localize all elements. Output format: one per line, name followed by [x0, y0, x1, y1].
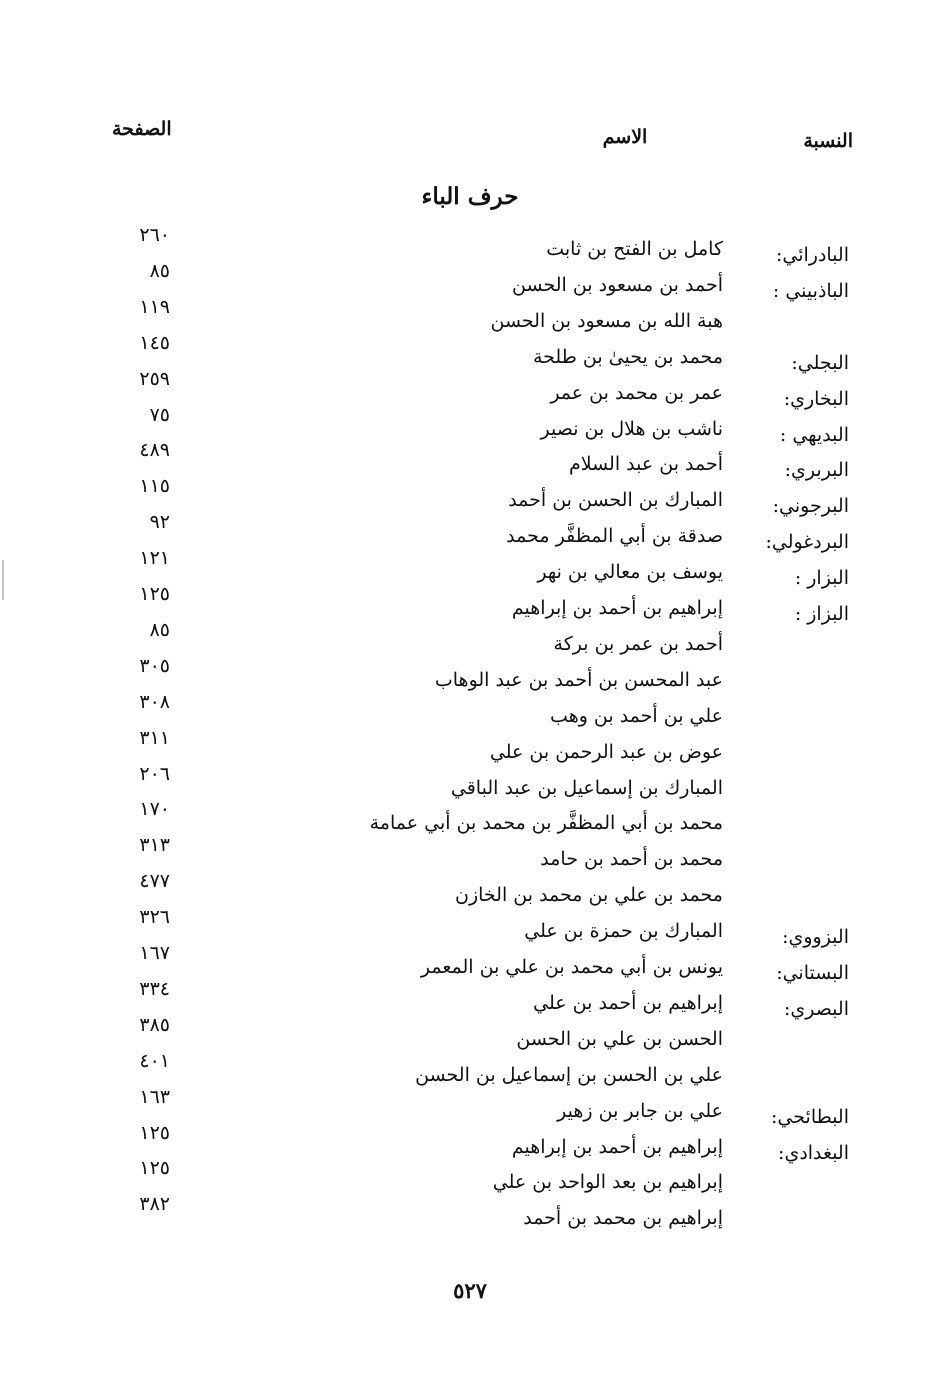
- entry-page-number: ١٦٧: [139, 942, 170, 964]
- entry-name: محمد بن أحمد بن حامد: [540, 848, 723, 870]
- entry-page-number: ٣٨٥: [139, 1014, 170, 1036]
- entry-nisba: البزاز :: [794, 603, 849, 625]
- entry-nisba: البردغولي:: [765, 531, 849, 553]
- entry-name: محمد بن يحيىٰ بن طلحة: [532, 346, 723, 368]
- entry-nisba: البربري:: [784, 459, 849, 481]
- entry-page-number: ٧٥: [149, 404, 170, 426]
- entry-page-number: ٢٦٠: [139, 224, 170, 246]
- entry-nisba: البستاني:: [776, 962, 849, 984]
- entry-name: علي بن جابر بن زهير: [557, 1100, 723, 1122]
- entry-page-number: ١٧٠: [139, 798, 170, 820]
- entry-page-number: ٢٠٦: [139, 763, 170, 785]
- entry-page-number: ٤٧٧: [139, 870, 170, 892]
- entry-page-number: ٤٨٩: [139, 439, 170, 461]
- entry-nisba: البطائحي:: [771, 1106, 849, 1128]
- entry-name: علي بن أحمد بن وهب: [550, 705, 723, 727]
- entry-page-number: ٩٢: [149, 511, 170, 533]
- entry-page-number: ١٤٥: [139, 332, 170, 354]
- entry-page-number: ٣٨٢: [139, 1193, 170, 1215]
- entry-page-number: ٣١٣: [139, 834, 170, 856]
- entry-name: عبد المحسن بن أحمد بن عبد الوهاب: [434, 669, 723, 691]
- entry-page-number: ١٢٥: [139, 1122, 170, 1144]
- entry-page-number: ٨٥: [149, 260, 170, 282]
- entry-name: يوسف بن معالي بن نهر: [537, 561, 723, 583]
- entry-page-number: ١٢٥: [139, 1157, 170, 1179]
- entry-page-number: ٣١١: [139, 727, 170, 749]
- entry-nisba: البغدادي:: [778, 1142, 849, 1164]
- entry-name: صدقة بن أبي المظفَّر محمد: [506, 525, 723, 547]
- entry-name: محمد بن أبي المظفَّر بن محمد بن أبي عمامة: [369, 812, 723, 834]
- entry-name: إبراهيم بن أحمد بن علي: [533, 992, 723, 1014]
- entry-nisba: الباذبيني :: [772, 280, 849, 302]
- page-number: ٥٢٧: [453, 1278, 487, 1303]
- entry-name: المبارك بن الحسن بن أحمد: [508, 489, 723, 511]
- entry-page-number: ١١٥: [139, 475, 170, 497]
- entry-page-number: ٤٠١: [139, 1050, 170, 1072]
- entry-nisba: البخاري:: [783, 388, 849, 410]
- entry-name: إبراهيم بن أحمد بن إبراهيم: [511, 597, 723, 619]
- entry-name: أحمد بن عمر بن بركة: [553, 633, 723, 655]
- entry-page-number: ٨٥: [149, 619, 170, 641]
- index-entry: [0, 1193, 941, 1241]
- entry-name: الحسن بن علي بن الحسن: [516, 1028, 723, 1050]
- entry-page-number: ١٦٣: [139, 1086, 170, 1108]
- entry-name: إبراهيم بن بعد الواحد بن علي: [492, 1171, 723, 1193]
- column-header-page: الصفحة: [112, 118, 172, 140]
- entry-page-number: ١٢١: [139, 547, 170, 569]
- entry-name: عمر بن محمد بن عمر: [550, 382, 723, 404]
- entry-name: محمد بن علي بن محمد بن الخازن: [454, 884, 723, 906]
- entry-nisba: البجلي:: [791, 352, 849, 374]
- entry-name: علي بن الحسن بن إسماعيل بن الحسن: [415, 1064, 723, 1086]
- entry-nisba: البادرائي:: [775, 244, 849, 266]
- section-title: حرف الباء: [421, 183, 519, 210]
- entry-name: كامل بن الفتح بن ثابت: [546, 238, 723, 260]
- entry-page-number: ٢٥٩: [139, 368, 170, 390]
- entry-name: ناشب بن هلال بن نصير: [540, 418, 723, 440]
- entry-name: إبراهيم بن محمد بن أحمد: [523, 1207, 723, 1229]
- column-header-nisba: النسبة: [803, 130, 853, 152]
- entry-name: أحمد بن مسعود بن الحسن: [512, 274, 723, 296]
- entry-name: إبراهيم بن أحمد بن إبراهيم: [511, 1136, 723, 1158]
- entry-name: المبارك بن حمزة بن علي: [524, 920, 723, 942]
- entry-nisba: البرجوني:: [772, 495, 849, 517]
- entry-page-number: ٣٠٨: [139, 691, 170, 713]
- entry-nisba: البديهي :: [779, 424, 849, 446]
- column-header-name: الاسم: [602, 126, 648, 148]
- entry-name: يونس بن أبي محمد بن علي بن المعمر: [420, 956, 723, 978]
- entry-page-number: ١٢٥: [139, 583, 170, 605]
- entry-page-number: ٣٣٤: [139, 978, 170, 1000]
- entry-name: هبة الله بن مسعود بن الحسن: [490, 310, 723, 332]
- entry-page-number: ٣٠٥: [139, 655, 170, 677]
- entry-name: المبارك بن إسماعيل بن عبد الباقي: [450, 777, 723, 799]
- entry-page-number: ٣٢٦: [139, 906, 170, 928]
- entry-name: أحمد بن عبد السلام: [568, 453, 723, 475]
- entry-nisba: البصري:: [783, 998, 849, 1020]
- entry-nisba: البزار :: [794, 567, 849, 589]
- entry-nisba: البزووي:: [782, 926, 849, 948]
- entry-name: عوض بن عبد الرحمن بن علي: [489, 741, 723, 763]
- entry-page-number: ١١٩: [139, 296, 170, 318]
